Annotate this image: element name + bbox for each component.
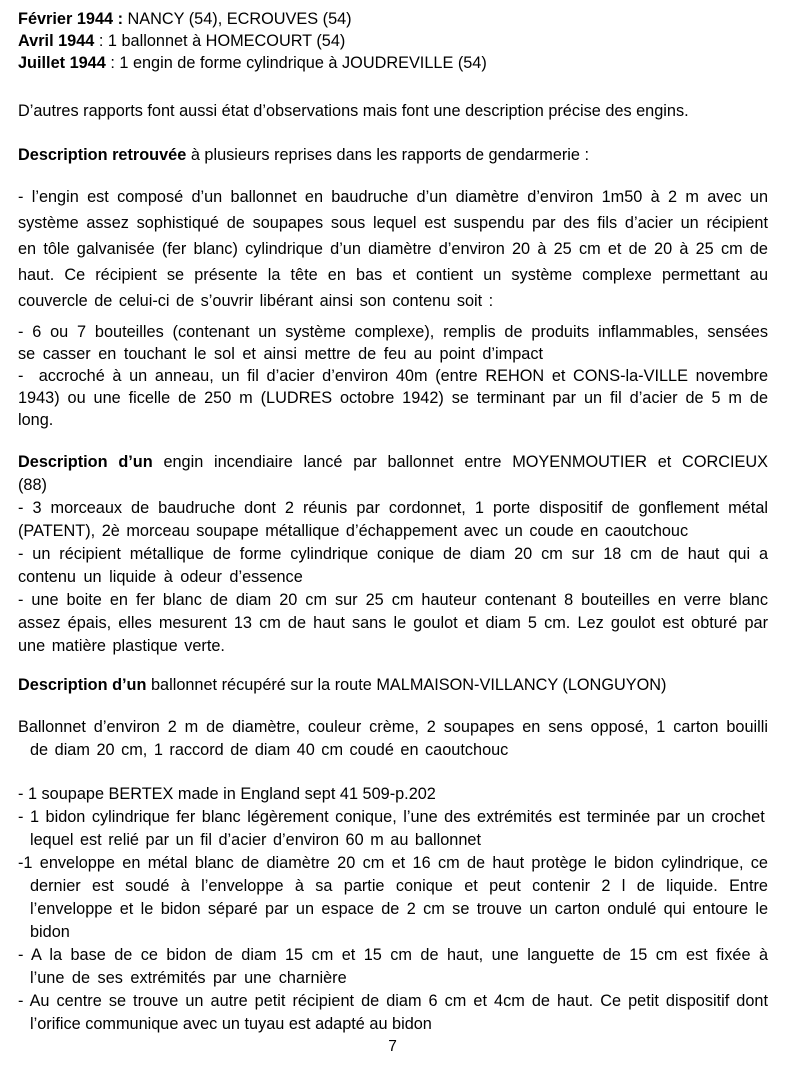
description-ballonnet-text: ballonnet récupéré sur la route MALMAISON-VILLANCY (LONGUYON) bbox=[146, 676, 667, 694]
description-engin-bold: Description d’un bbox=[18, 453, 153, 471]
engin-item-morceaux: - 3 morceaux de baudruche dont 2 réunis par cordonnet, 1 porte dispositif de gonflement métal (PATENT), 2è morceau soupape métallique d’échappement avec un coude en caoutchouc bbox=[18, 499, 768, 540]
ballonnet-item-centre: - Au centre se trouve un autre petit récipient de diam 6 cm et 4cm de haut. Ce petit dispositif dont l’orifice communique avec un tuyau est adapté au bidon bbox=[18, 992, 768, 1033]
date-line-avril bbox=[18, 30, 768, 52]
description-ballonnet-heading bbox=[18, 674, 768, 696]
ballonnet-item-enveloppe: -1 enveloppe en métal blanc de diamètre 20 cm et 16 cm de haut protège le bidon cylindrique, ce dernier est soudé à l’enveloppe à sa partie conique et peut contenir 2 l de liquide. Entre l’enveloppe et le bidon séparé par un espace de 2 cm se trouve un carton ondulé qui entoure le bidon bbox=[18, 854, 768, 941]
description-retrouvee-bold: Description retrouvée bbox=[18, 146, 187, 164]
intro-paragraph: D’autres rapports font aussi état d’observations mais font une description précise des engins. bbox=[18, 102, 689, 120]
ballonnet-item-base: - A la base de ce bidon de diam 15 cm et 15 cm de haut, une languette de 15 cm est fixée à l’une de ses extrémités par une charnière bbox=[18, 946, 768, 987]
engin-item-boite: - une boite en fer blanc de diam 20 cm sur 25 cm hauteur contenant 8 bouteilles en verre blanc assez épais, elles mesurent 13 cm de haut sans le goulot et diam 5 cm. Lez goulot est obturé par une matière plastique verte. bbox=[18, 591, 768, 655]
contenu-item-fil-acier: - accroché à un anneau, un fil d’acier d’environ 40m (entre REHON et CONS-la-VILLE novembre 1943) ou une ficelle de 250 m (LUDRES octobre 1942) se terminant par un fil d’acier de 5 m de long. bbox=[18, 367, 775, 429]
ballonnet-item-bidon: - 1 bidon cylindrique fer blanc légèrement conique, l’une des extrémités est terminée par un crochet lequel est relié par un fil d’acier d’environ 60 m au ballonnet bbox=[18, 808, 765, 849]
description-engin-text: engin incendiaire lancé par ballonnet entre MOYENMOUTIER et CORCIEUX (88) bbox=[18, 453, 768, 494]
date-label-juillet: Juillet 1944 bbox=[18, 54, 106, 72]
description-retrouvee-text: à plusieurs reprises dans les rapports de gendarmerie : bbox=[186, 146, 590, 164]
date-line-juillet bbox=[18, 52, 768, 74]
date-line-fevrier bbox=[18, 8, 768, 30]
date-label-avril: Avril 1944 bbox=[18, 32, 95, 50]
description-ballonnet-bold: Description d’un bbox=[18, 676, 147, 694]
date-text-avril: : 1 ballonnet à HOMECOURT (54) bbox=[94, 32, 346, 50]
ballonnet-summary-paragraph: Ballonnet d’environ 2 m de diamètre, couleur crème, 2 soupapes en sens opposé, 1 carton bouilli de diam 20 cm, 1 raccord de diam 40 cm coudé en caoutchouc bbox=[18, 718, 768, 759]
engin-item-recipient: - un récipient métallique de forme cylindrique conique de diam 20 cm sur 18 cm de haut qui a contenu un liquide à odeur d’essence bbox=[18, 545, 768, 586]
description-engin-heading bbox=[18, 451, 768, 497]
engin-composition-paragraph: - l’engin est composé d’un ballonnet en baudruche d’un diamètre d’environ 1m50 à 2 m avec un système assez sophistiqué de soupapes sous lequel est suspendu par des fils d’acier un récipient en tôle galvanisée (fer blanc) cylindrique d’un diamètre d’environ 20 à 25 cm et de 20 à 25 cm de haut. Ce récipient se présente la tête en bas et contient un système complexe permettant au couvercle de celui-ci de s’ouvrir libérant ainsi son contenu soit : bbox=[18, 188, 768, 310]
description-retrouvee-heading bbox=[18, 144, 768, 166]
date-label-fevrier: Février 1944 : bbox=[18, 10, 123, 28]
page-number: 7 bbox=[388, 1038, 397, 1055]
date-text-fevrier: NANCY (54), ECROUVES (54) bbox=[123, 10, 352, 28]
contenu-item-bouteilles: - 6 ou 7 bouteilles (contenant un système complexe), remplis de produits inflammables, sensées se casser en touchant le sol et ainsi mettre de feu au point d’impact bbox=[18, 323, 768, 363]
ballonnet-items-section bbox=[18, 783, 768, 1036]
date-text-juillet: : 1 engin de forme cylindrique à JOUDREVILLE (54) bbox=[105, 54, 487, 72]
ballonnet-item-soupape: - 1 soupape BERTEX made in England sept 41 509-p.202 bbox=[18, 785, 436, 803]
report-dates-section bbox=[18, 8, 768, 74]
